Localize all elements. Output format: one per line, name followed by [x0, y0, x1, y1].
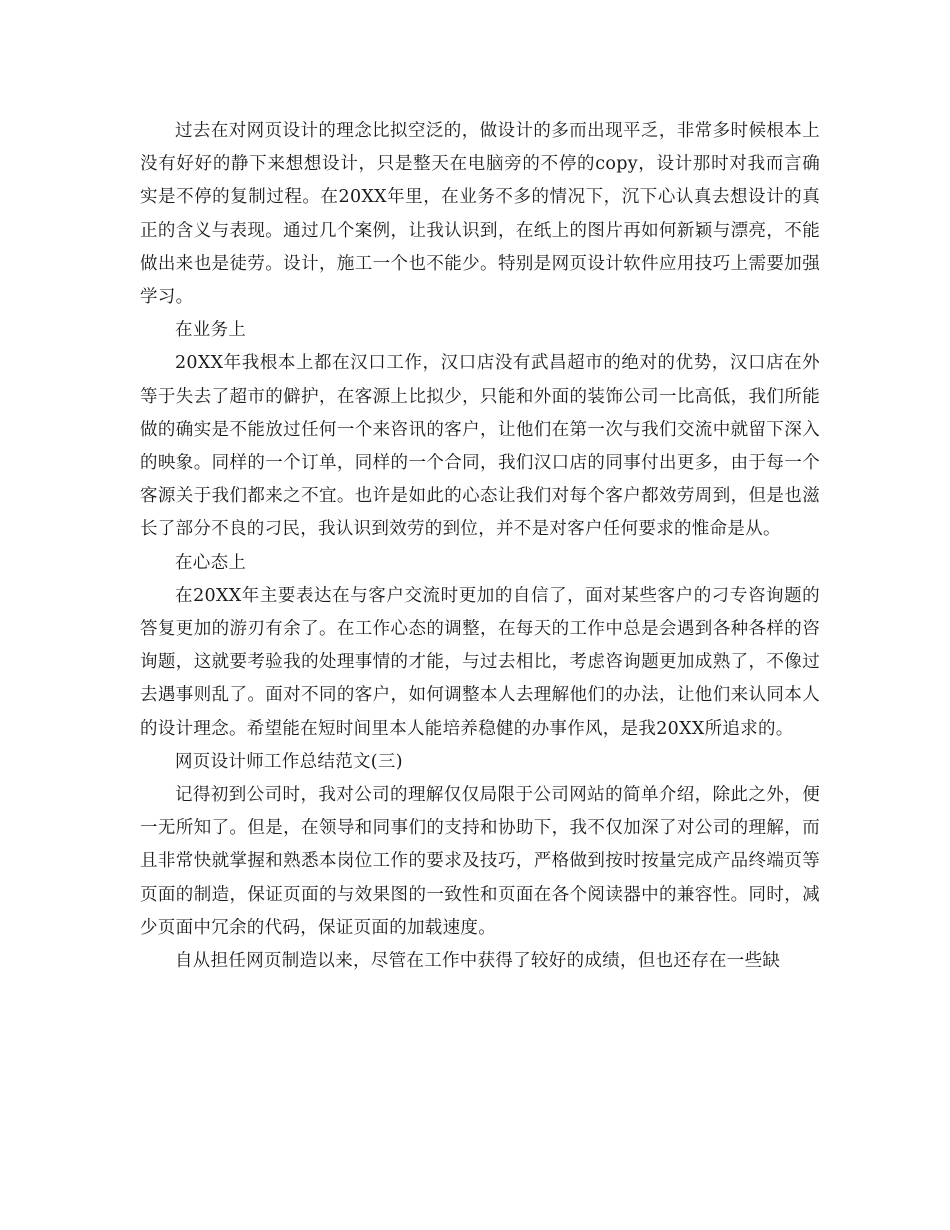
paragraph-since-web-production: 自从担任网页制造以来，尽管在工作中获得了较好的成绩，但也还存在一些缺 — [175, 951, 781, 972]
paragraph-joining-company: 记得初到公司时，我对公司的理解仅仅局限于公司网站的简单介绍，除此之外，便一无所知了。但是，在领导和同事们的支持和协助下，我不仅加深了对公司的理解，而且非常快就掌握和熟悉本岗位工作的要求及技巧，严格做到按时按量完成产品终端页等页面的制造，保证页面的与效果图的一致性和页面在各个阅读器中的兼容性。同时，减少页面中冗余的代码，保证页面的加载速度。 — [140, 785, 820, 938]
paragraph-mindset: 在20XX年主要表达在与客户交流时更加的自信了，面对某些客户的刁专咨询题的答复更加的游刃有余了。在工作心态的调整，在每天的工作中总是会遇到各种各样的咨询题，这就要考验我的处理事情的才能，与过去相比，考虑咨询题更加成熟了，不像过去遇事则乱了。面对不同的客户，如何调整本人去理解他们的办法，让他们来认同本人的设计理念。希望能在短时间里本人能培养稳健的办事作风，是我20XX所追求的。 — [140, 585, 820, 739]
section-heading-summary-three: 网页设计师工作总结范文(三) — [175, 751, 403, 772]
section-heading-business: 在业务上 — [175, 320, 247, 341]
paragraph-business: 20XX年我根本上都在汉口工作，汉口店没有武昌超市的绝对的优势，汉口店在外等于失去了超市的僻护，在客源上比拟少，只能和外面的装饰公司一比高低，我们所能做的确实是不能放过任何一个来咨讯的客户，让他们在第一次与我们交流中就留下深入的映象。同样的一个订单，同样的一个合同，我们汉口店的同事付出更多，由于每一个客源关于我们都来之不宜。也许是如此的心态让我们对每个客户都效劳周到，但是也滋长了部分不良的刁民，我认识到效劳的到位，并不是对客户任何要求的惟命是从。 — [140, 353, 820, 540]
section-heading-mindset: 在心态上 — [175, 552, 247, 573]
paragraph-design-concept: 过去在对网页设计的理念比拟空泛的，做设计的多而出现平乏，非常多时候根本上没有好好的静下来想想设计，只是整天在电脑旁的不停的copy，设计那时对我而言确实是不停的复制过程。在20XX年里，在业务不多的情况下，沉下心认真去想设计的真正的含义与表现。通过几个案例，让我认识到，在纸上的图片再如何新颖与漂亮，不能做出来也是徒劳。设计，施工一个也不能少。特别是网页设计软件应用技巧上需要加强学习。 — [140, 121, 820, 308]
